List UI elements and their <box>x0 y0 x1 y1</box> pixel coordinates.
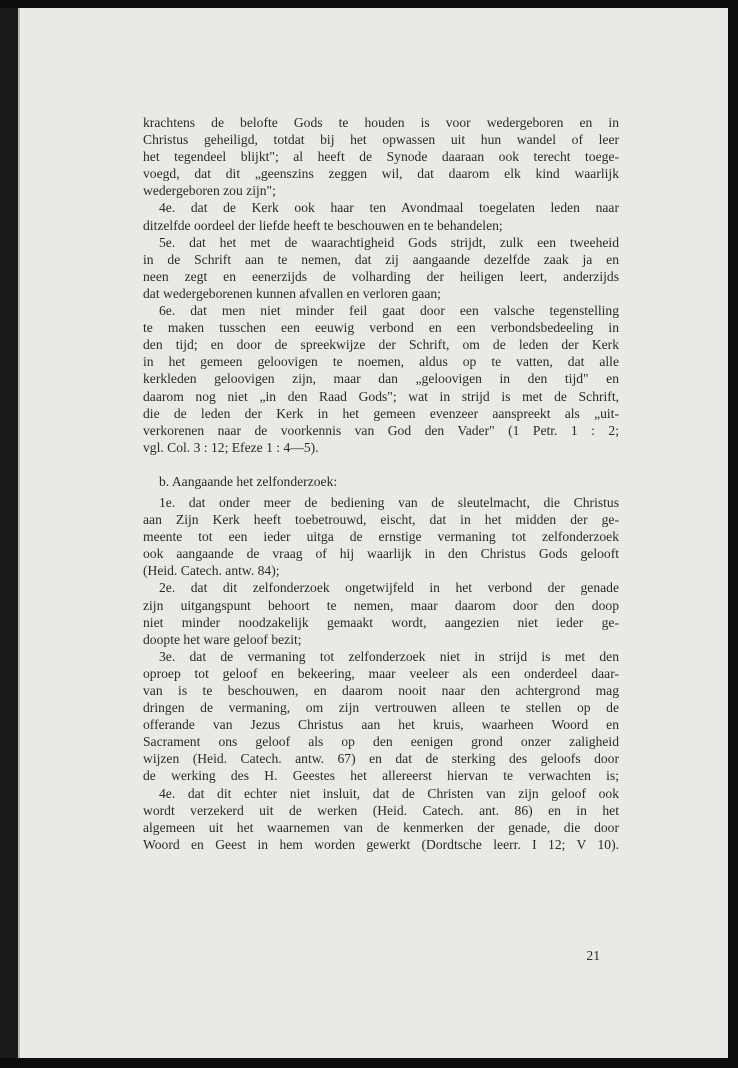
text-line: 5e. dat het met de waarachtigheid Gods strijdt, zulk een tweeheid <box>159 234 619 250</box>
text-line: ook aangaande de vraag of hij waarlijk in den Christus Gods gelooft <box>143 546 619 562</box>
section-heading: b. Aangaande het zelfonderzoek: <box>159 473 338 489</box>
page-number: 21 <box>586 948 600 963</box>
text-line: den tijd; en door de spreekwijze der Schrift, om de leden der Kerk <box>143 337 619 353</box>
text-line: algemeen uit het waarnemen van de kenmerken der genade, die door <box>143 819 619 835</box>
text-line: wordt verzekerd uit de werken (Heid. Catech. ant. 86) en in het <box>143 802 619 818</box>
text-line: neen zegt en eenerzijds de volharding der heiligen leert, anderzijds <box>143 268 619 284</box>
text-line: Woord en Geest in hem worden gewerkt (Dordtsche leerr. I 12; V 10). <box>143 836 619 852</box>
text-line: kerkleden geloovigen zijn, maar dan „geloovigen in den tijd" en <box>143 371 619 387</box>
scan-border-bottom <box>0 1058 738 1068</box>
text-line: die de leden der Kerk in het gemeen evenzeer aanspreekt als „uit- <box>143 405 619 421</box>
text-line: Sacrament ons geloof als op den eenigen grond onzer zaligheid <box>143 734 619 750</box>
text-line: 4e. dat de Kerk ook haar ten Avondmaal toegelaten leden naar <box>159 200 619 216</box>
text-line: 1e. dat onder meer de bediening van de sleutelmacht, die Christus <box>159 494 619 510</box>
text-line: 2e. dat dit zelfonderzoek ongetwijfeld in het verbond der genade <box>159 580 619 596</box>
text-line: te maken tusschen een eeuwig verbond en een verbondsbedeeling in <box>143 320 619 336</box>
text-line: oproep tot geloof en bekeering, maar veeleer als een onderdeel daar- <box>143 665 619 681</box>
text-line: meente tot een ieder uitga de ernstige vermaning tot zelfonderzoek <box>143 529 619 545</box>
text-line: Christus geheiligd, totdat bij het opwassen uit hun wandel of leer <box>143 132 619 148</box>
text-line: in de Schrift aan te nemen, dat zij aangaande dezelfde zaak ja en <box>143 251 619 267</box>
text-line: vgl. Col. 3 : 12; Efeze 1 : 4—5). <box>143 439 319 455</box>
text-line: dringen de vermaning, om zijn vertrouwen alleen te stellen op de <box>143 700 619 716</box>
text-line: krachtens de belofte Gods te houden is voor wedergeboren en in <box>143 115 619 130</box>
text-line: het tegendeel blijkt"; al heeft de Synode daaraan ook terecht toege- <box>143 149 619 165</box>
text-line: de werking des H. Geestes het allereerst hiervan te verwachten is; <box>143 768 619 784</box>
body-text <box>143 114 619 853</box>
scan-border-top <box>0 0 738 8</box>
text-line: van is te beschouwen, en daarom nooit naar den achtergrond mag <box>143 683 619 698</box>
text-line: verkorenen naar de voorkennis van God den Vader" (1 Petr. 1 : 2; <box>143 422 619 438</box>
text-line: 4e. dat dit echter niet insluit, dat de Christen van zijn geloof ook <box>159 785 619 801</box>
text-line: offerande van Jezus Christus aan het kruis, waarheen Woord en <box>143 717 619 733</box>
text-line: zijn uitgangspunt behoort te nemen, maar daarom door den doop <box>143 597 619 613</box>
paragraph-gap <box>143 456 619 473</box>
text-line: niet minder noodzakelijk gemaakt wordt, aangezien niet ieder ge- <box>143 614 619 630</box>
text-line: doopte het ware geloof bezit; <box>143 631 302 647</box>
text-line: dat wedergeborenen kunnen afvallen en verloren gaan; <box>143 285 441 301</box>
text-line: 3e. dat de vermaning tot zelfonderzoek niet in strijd is met den <box>159 648 619 664</box>
text-line: (Heid. Catech. antw. 84); <box>143 563 280 579</box>
text-line: ditzelfde oordeel der liefde heeft te beschouwen en te behandelen; <box>143 217 503 233</box>
text-line: aan Zijn Kerk heeft toebetrouwd, eischt, dat in het midden der ge- <box>143 512 619 528</box>
text-line: wedergeboren zou zijn"; <box>143 183 276 199</box>
text-line: wijzen (Heid. Catech. antw. 67) en dat de sterking des geloofs door <box>143 751 619 767</box>
document-page <box>18 8 728 1058</box>
text-line: in het gemeen geloovigen te noemen, aldus op te vatten, dat alle <box>143 354 619 370</box>
text-line: daarom nog niet „in den Raad Gods"; wat in strijd is met de Schrift, <box>143 388 619 404</box>
text-line: voegd, dat dit „geenszins zeggen wil, dat daarom elk kind waarlijk <box>143 166 619 182</box>
text-line: 6e. dat men niet minder feil gaat door een valsche tegenstelling <box>159 303 619 319</box>
